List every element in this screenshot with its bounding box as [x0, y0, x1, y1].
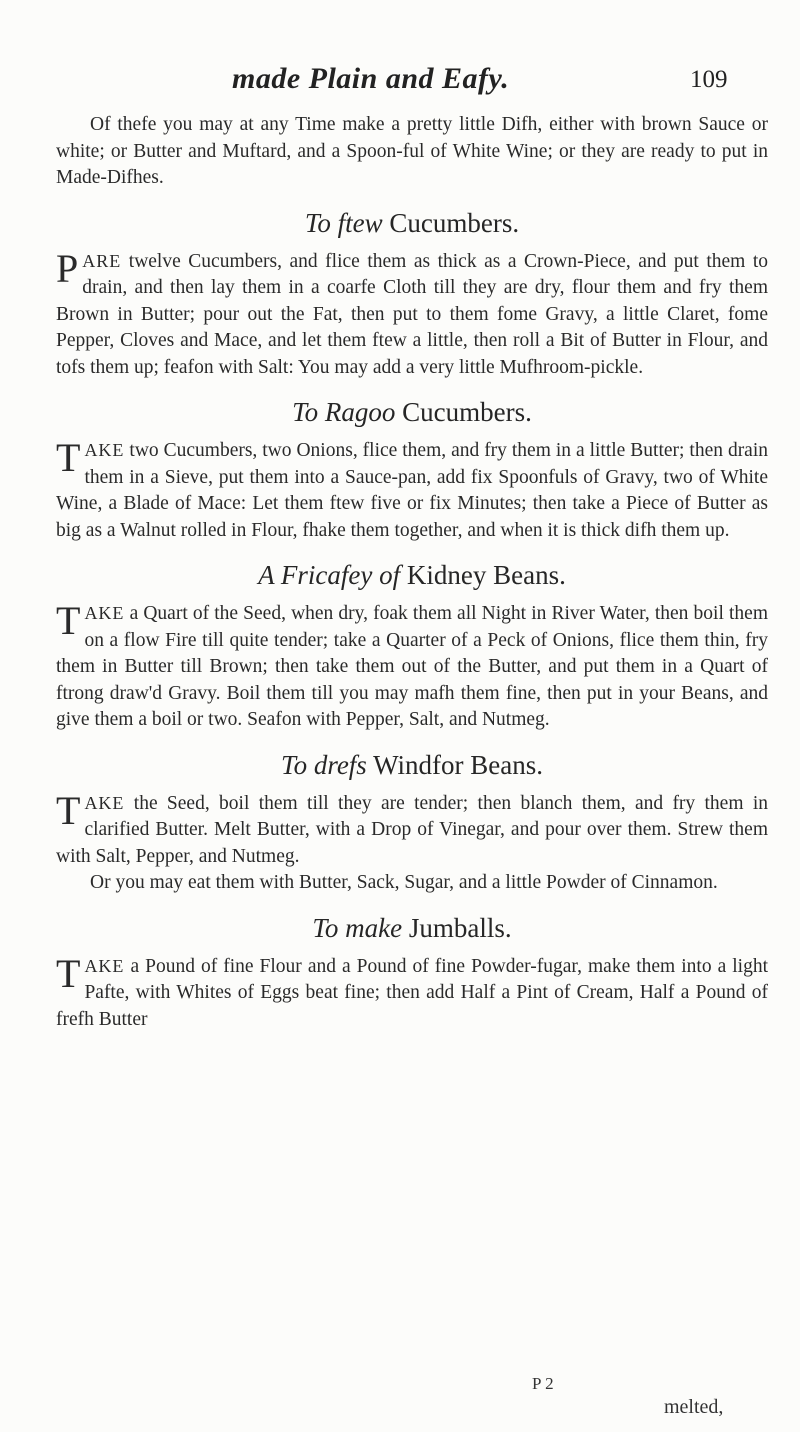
recipe-body-jumballs: [56, 950, 768, 1034]
recipe-heading-italic: To Ragoo: [292, 397, 396, 427]
recipe-first-word: AKE: [84, 955, 125, 976]
recipe-text: a Pound of fine Flour and a Pound of fine Powder-fugar, make them into a light Pafte, with Whites of Eggs beat fine; then add Half a Pint of Cream, Half a Pound of frefh Butter: [56, 955, 768, 1030]
recipe-heading-italic: To ftew: [304, 207, 383, 238]
recipe-body-fricafey-kidney-beans: [56, 600, 768, 734]
recipe-extra-paragraph: Or you may eat them with Butter, Sack, Sugar, and a little Powder of Cinnamon.: [90, 872, 718, 893]
recipe-heading-roman: Cucumbers.: [402, 397, 532, 427]
running-title: made Plain and Eafy.: [232, 62, 510, 95]
recipe-text: two Cucumbers, two Onions, flice them, and fry them in a little Butter; then drain them in a Sieve, put them into a Sauce-pan, add fix Spoonfuls of Gravy, two of White Wine, a Blade of Mace: Let them ftew five or fix Minutes; then take a Piece of Butter as big as a Walnut rolled in Flour, fhake them together, and when it is thick difh them up.: [56, 440, 769, 541]
drop-capital: T: [56, 950, 81, 996]
page-number: 109: [690, 66, 728, 93]
drop-capital: P: [56, 245, 79, 291]
recipe-heading-italic: A Fricafey of: [258, 560, 401, 590]
catchword: melted,: [664, 1396, 724, 1418]
recipe-heading-stew-cucumbers: [56, 206, 768, 240]
drop-capital: T: [56, 787, 81, 833]
recipe-text: twelve Cucumbers, and flice them as thick as a Crown-Piece, and put them to drain, and then lay them in a coarfe Cloth till they are dry, flour them and fry them Brown in Butter; pour out the Fat, then put to them fome Gravy, a little Claret, fome Pepper, Cloves and Mace, and let them ftew a little, then roll a Bit of Butter in Flour, and tofs them up; feafon with Salt: You may add a very little Mufhroom-pickle.: [56, 250, 769, 378]
recipe-heading-drefs-windfor-beans: [56, 748, 768, 782]
recipe-text: a Quart of the Seed, when dry, foak them all Night in River Water, then boil them on a flow Fire till quite tender; take a Quarter of a Peck of Onions, flice them thin, fry them in Butter till Brown; then take them out of the Butter, and put them in a Quart of ftrong draw'd Gravy. Boil them till you may mafh them fine, then put in your Beans, and give them a boil or two. Seafon with Pepper, Salt, and Nutmeg.: [56, 603, 769, 730]
recipe-first-word: AKE: [84, 440, 125, 460]
drop-capital: T: [56, 598, 81, 643]
recipe-text: the Seed, boil them till they are tender; then blanch them, and fry them in clarified Butter. Melt Butter, with a Drop of Vinegar, and pour over them. Strew them with Salt, Pepper, and Nutmeg.: [56, 792, 769, 867]
recipe-heading-ragoo-cucumbers: [56, 395, 768, 429]
running-head: [0, 62, 800, 102]
recipe-heading-roman: Kidney Beans.: [406, 560, 566, 590]
recipe-first-word: AKE: [84, 603, 125, 623]
recipe-body-stew-cucumbers: [56, 245, 769, 382]
recipe-body-drefs-windfor-beans: [56, 787, 769, 871]
recipe-first-word: ARE: [82, 250, 122, 271]
recipe-first-word: AKE: [84, 792, 125, 813]
recipe-heading-italic: To drefs: [281, 749, 367, 780]
page-body: [56, 112, 768, 1033]
recipe-heading-roman: Jumballs.: [408, 912, 512, 943]
recipe-heading-roman: Windfor Beans.: [373, 749, 543, 780]
recipe-heading-italic: To make: [312, 912, 403, 943]
recipe-heading-fricafey-kidney-beans: [56, 558, 768, 592]
recipe-heading-roman: Cucumbers.: [389, 207, 520, 238]
drop-capital: T: [56, 435, 81, 480]
intro-paragraph: Of thefe you may at any Time make a pretty little Difh, either with brown Sauce or white; or Butter and Muftard, and a Spoon-ful of White Wine; or they are ready to put in Made-Difhes.: [56, 114, 768, 188]
recipe-body-ragoo-cucumbers: [56, 437, 768, 544]
recipe-heading-jumballs: [56, 911, 768, 945]
signature-mark: P 2: [532, 1374, 554, 1393]
